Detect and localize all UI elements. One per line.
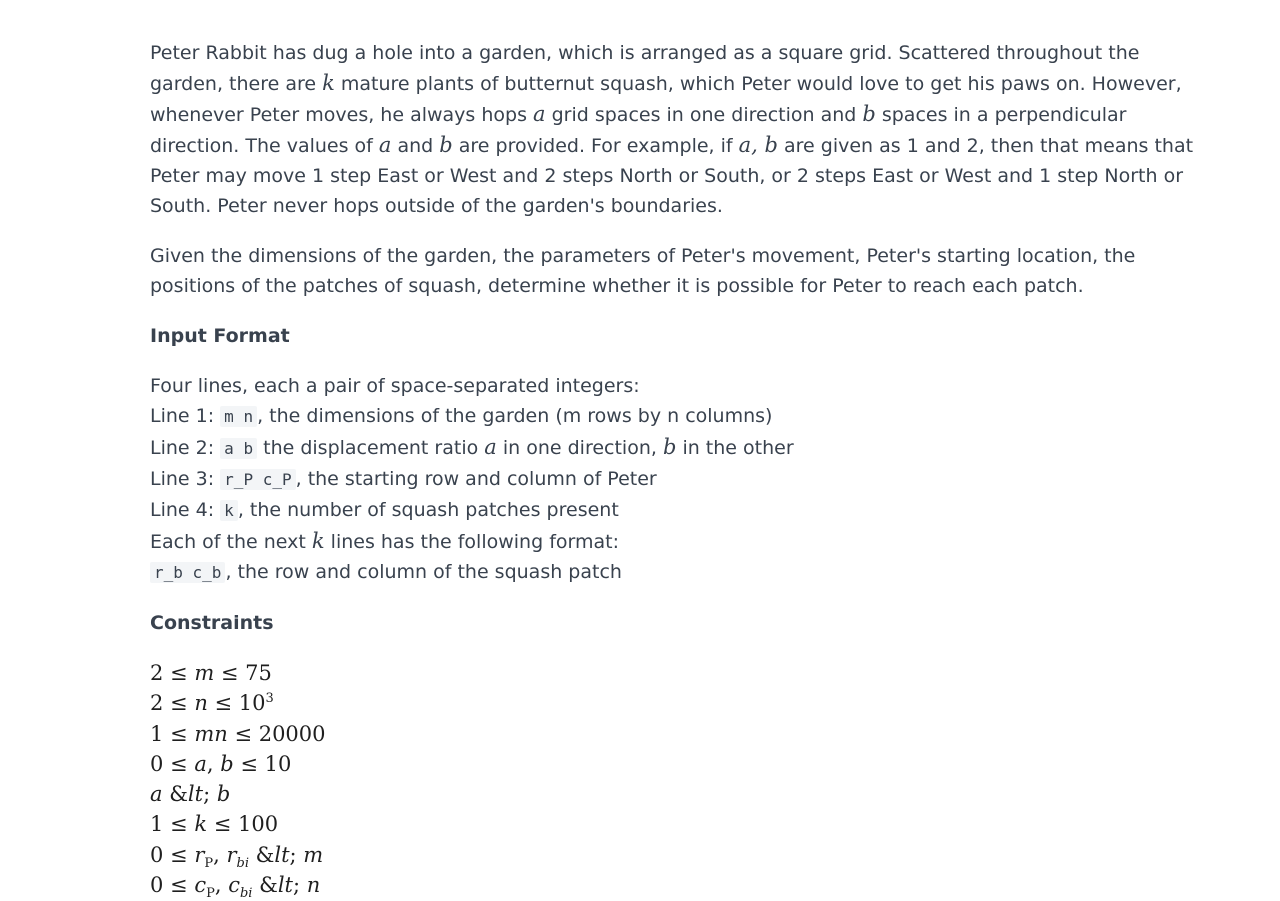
constraint-item: [150, 719, 1160, 749]
input-line-2: Line 2: a b the displacement ratio a in one direction, b in the other: [150, 435, 794, 459]
constraint-text: 2 ≤ m ≤ 75: [150, 661, 272, 685]
description-paragraph-2: [150, 241, 1160, 301]
constraints-heading: Constraints: [150, 612, 274, 634]
input-format-intro: Four lines, each a pair of space-separated integers:: [150, 375, 640, 397]
math-var-a: a: [533, 102, 546, 126]
constraint-item: [150, 658, 1160, 688]
text-line: Given the dimensions of the garden, the parameters of Peter's movement, Peter's starting location, the: [150, 245, 1136, 267]
input-line-5: Each of the next k lines has the following format:: [150, 529, 619, 553]
constraint-text: a &lt; b: [150, 782, 231, 807]
math-var-k: k: [322, 71, 335, 95]
constraint-text: $0 \le c_P$, $c_{bi}$ &lt; n: [150, 873, 321, 901]
problem-statement: [150, 38, 1194, 901]
text-line: positions of the patches of squash, determine whether it is possible for Peter to reach each patch.: [150, 275, 1084, 297]
code-snippet: r_b c_b: [150, 562, 225, 583]
constraint-text: 1 ≤ k ≤ 100: [150, 812, 279, 837]
text-line: direction. The values of a and b are provided. For example, if a, b are given as 1 and 2, then that means that: [150, 133, 1194, 157]
math-var-b: b: [662, 435, 677, 459]
math-var-a: a: [378, 133, 392, 157]
input-format-body: [150, 371, 1160, 588]
description-paragraph-1: [150, 38, 1194, 221]
constraint-text: 0 ≤ a, b ≤ 10: [150, 751, 292, 776]
input-line-6: r_b c_b , the row and column of the squash patch: [150, 557, 1160, 588]
constraint-text: 1 ≤ mn ≤ 20000: [150, 721, 326, 746]
input-line-3: Line 3: r_P c_P , the starting row and column of Peter: [150, 468, 657, 490]
math-var-b: b: [439, 133, 453, 157]
input-line-4: Line 4: k , the number of squash patches present: [150, 499, 619, 521]
math-var-k: k: [311, 529, 325, 553]
text-line: Peter may move 1 step East or West and 2 steps North or South, or 2 steps East or West and 1 step North or: [150, 165, 1184, 187]
code-snippet: a b: [220, 438, 257, 459]
constraint-item: [150, 840, 1160, 870]
constraint-item: [150, 749, 1160, 779]
input-format-heading: Input Format: [150, 325, 290, 347]
code-snippet: m n: [220, 406, 257, 427]
text-line: Peter Rabbit has dug a hole into a garden, which is arranged as a square grid. Scattered throughout the: [150, 42, 1140, 64]
math-var-a: a: [484, 435, 497, 459]
constraint-item: [150, 779, 1160, 809]
constraint-item: [150, 870, 1160, 900]
constraint-item: [150, 688, 1160, 718]
constraint-text: $2 \le n \le 10^3$: [150, 691, 274, 716]
code-snippet: k: [220, 500, 238, 521]
constraint-text: $0 \le r_P$, $r_{bi}$ &lt; m: [150, 842, 324, 871]
text-line: South. Peter never hops outside of the garden's boundaries.: [150, 195, 723, 217]
input-line-1: Line 1: m n , the dimensions of the garden (m rows by n columns): [150, 405, 773, 427]
constraint-item: [150, 809, 1160, 839]
text-line: whenever Peter moves, he always hops a grid spaces in one direction and b spaces in a perpendicular: [150, 102, 1127, 126]
text-line: garden, there are k mature plants of butternut squash, which Peter would love to get his paws on. However,: [150, 71, 1182, 95]
math-var-a-b: a, b: [738, 133, 778, 157]
math-var-b: b: [862, 102, 876, 126]
code-snippet: r_P c_P: [220, 469, 295, 490]
constraints-list: [150, 658, 1160, 900]
